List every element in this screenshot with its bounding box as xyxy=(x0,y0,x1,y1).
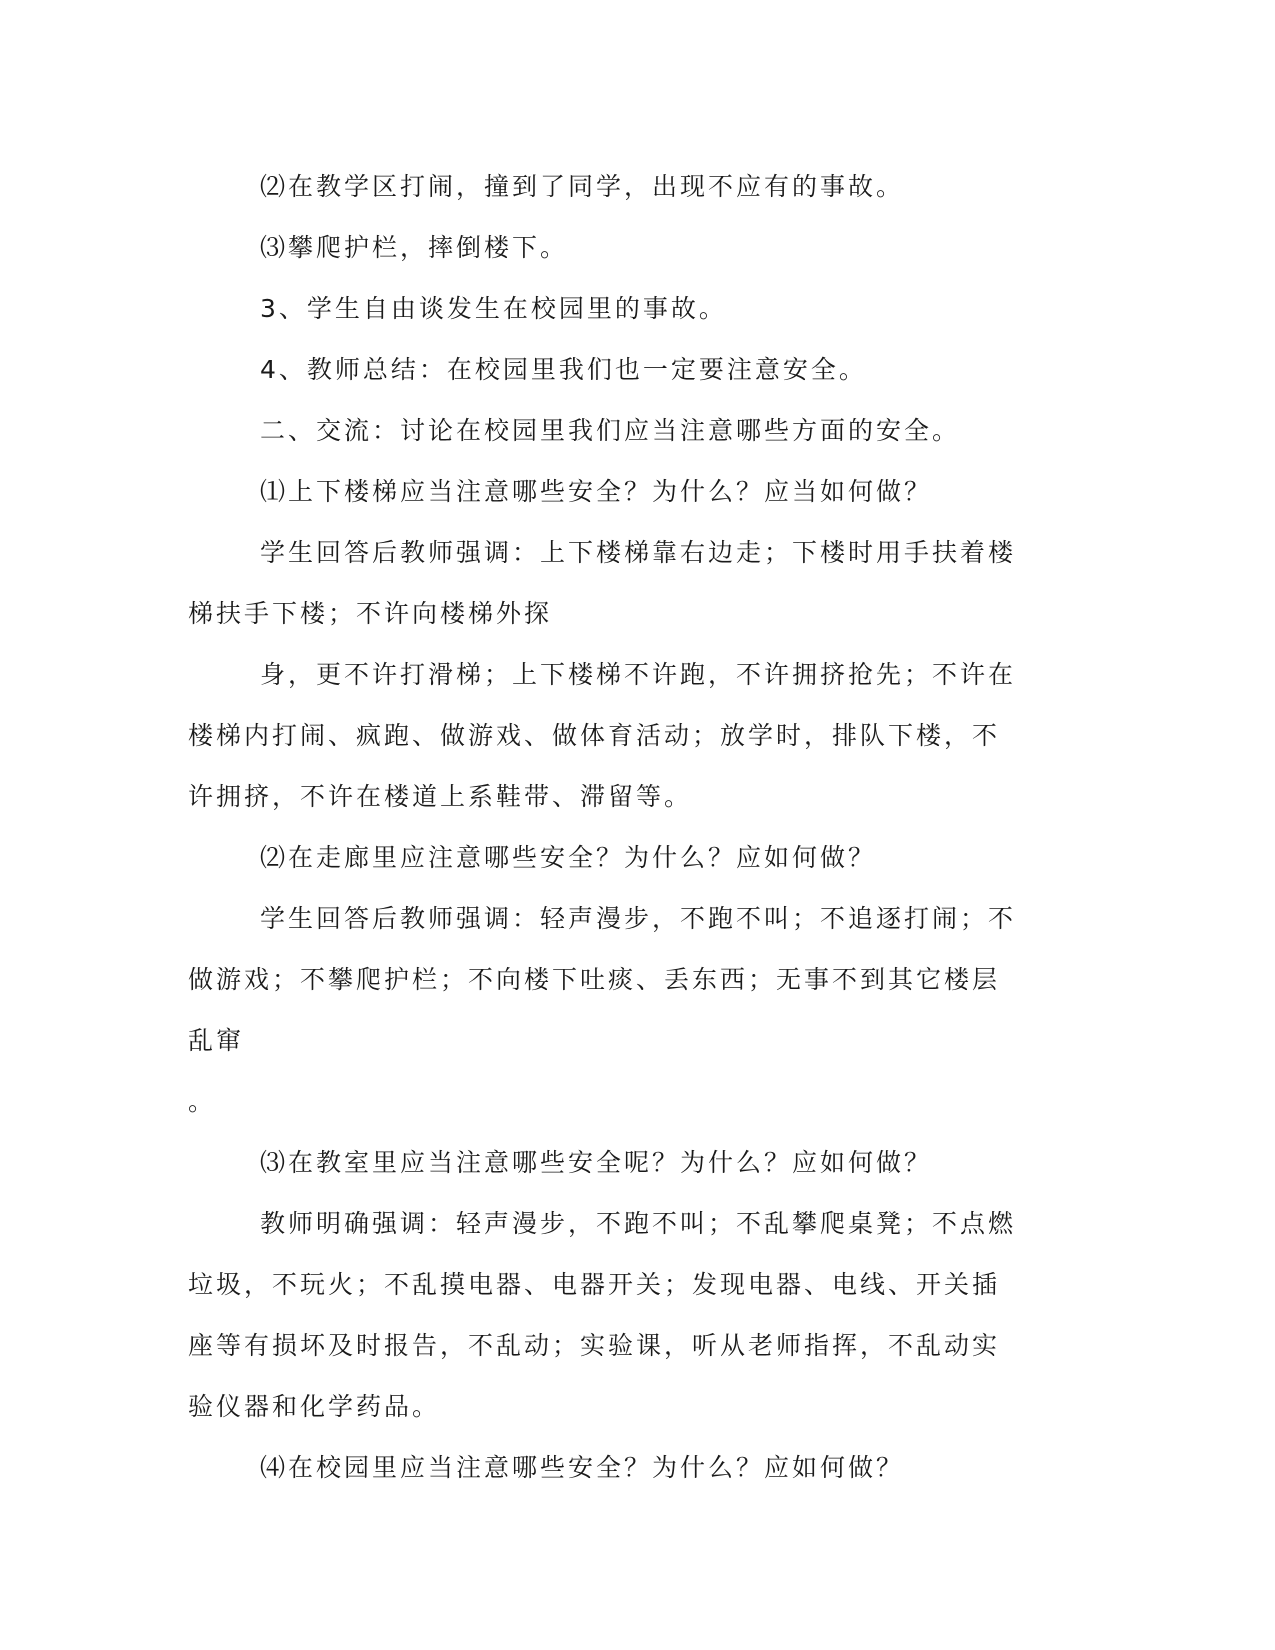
paragraph-13: 教师明确强调：轻声漫步，不跑不叫；不乱攀爬桌凳；不点燃垃圾，不玩火；不乱摸电器、电器开关；发现电器、电线、开关插座等有损坏及时报告，不乱动；实验课，听从老师指挥，不乱动实验仪器和化学药品。 xyxy=(188,1209,1017,1421)
paragraph-5: 二、交流：讨论在校园里我们应当注意哪些方面的安全。 xyxy=(260,416,961,445)
paragraph-2: ⑶攀爬护栏，摔倒楼下。 xyxy=(260,233,569,262)
paragraph-6: ⑴上下楼梯应当注意哪些安全？为什么？应当如何做？ xyxy=(260,477,933,506)
paragraph-8: 身，更不许打滑梯；上下楼梯不许跑，不许拥挤抢先；不许在楼梯内打闹、疯跑、做游戏、做体育活动；放学时，排队下楼，不许拥挤，不许在楼道上系鞋带、滞留等。 xyxy=(188,660,1017,811)
paragraph-9: ⑵在走廊里应注意哪些安全？为什么？应如何做？ xyxy=(260,843,877,872)
paragraph-3: 3、学生自由谈发生在校园里的事故。 xyxy=(260,294,727,323)
paragraph-12: ⑶在教室里应当注意哪些安全呢？为什么？应如何做？ xyxy=(260,1148,933,1177)
paragraph-11: 。 xyxy=(188,1087,217,1116)
paragraph-14: ⑷在校园里应当注意哪些安全？为什么？应如何做？ xyxy=(260,1453,905,1482)
paragraph-1: ⑵在教学区打闹，撞到了同学，出现不应有的事故。 xyxy=(260,172,905,201)
paragraph-4: 4、教师总结：在校园里我们也一定要注意安全。 xyxy=(260,355,867,384)
paragraph-7: 学生回答后教师强调：上下楼梯靠右边走；下楼时用手扶着楼梯扶手下楼；不许向楼梯外探 xyxy=(188,538,1017,628)
paragraph-10: 学生回答后教师强调：轻声漫步，不跑不叫；不追逐打闹；不做游戏；不攀爬护栏；不向楼下吐痰、丢东西；无事不到其它楼层乱窜 xyxy=(188,904,1017,1055)
